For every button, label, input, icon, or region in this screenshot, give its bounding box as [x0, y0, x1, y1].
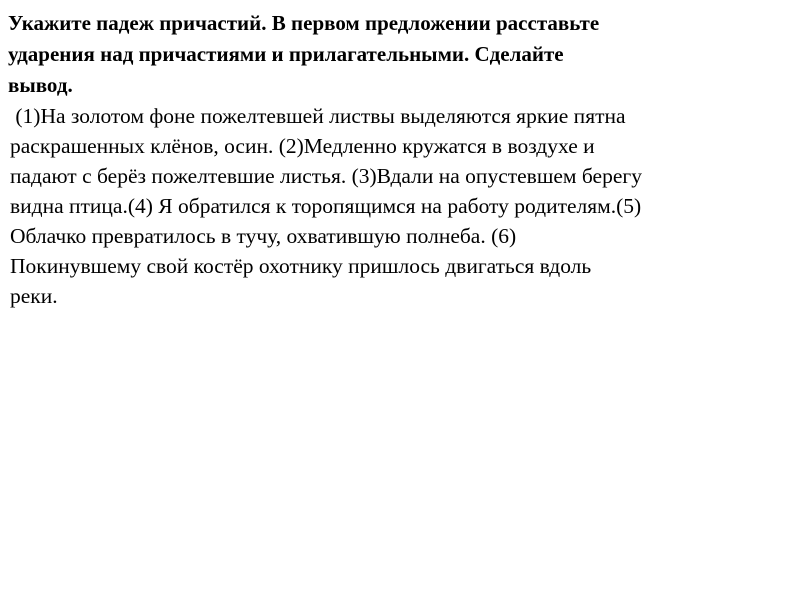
slide-content	[8, 8, 792, 311]
task-instruction	[8, 8, 792, 101]
sentence-line: видна птица.(4) Я обратился к торопящимся на работу родителям.(5)	[10, 194, 642, 218]
sentence-line: Покинувшему свой костёр охотнику пришлось двигаться вдоль	[10, 254, 592, 278]
task-line: вывод.	[8, 73, 73, 97]
task-line: ударения над причастиями и прилагательными. Сделайте	[8, 42, 564, 66]
sentence-line: (1)На золотом фоне пожелтевшей листвы выделяются яркие пятна	[10, 104, 626, 128]
sentence-line: Облачко превратилось в тучу, охватившую полнеба. (6)	[10, 224, 517, 248]
exercise-sentences	[8, 101, 792, 311]
sentence-line: реки.	[10, 284, 58, 308]
sentence-line: раскрашенных клёнов, осин. (2)Медленно кружатся в воздухе и	[10, 134, 595, 158]
task-line: Укажите падеж причастий. В первом предложении расставьте	[8, 11, 600, 35]
sentence-line: падают с берёз пожелтевшие листья. (3)Вдали на опустевшем берегу	[10, 164, 642, 188]
